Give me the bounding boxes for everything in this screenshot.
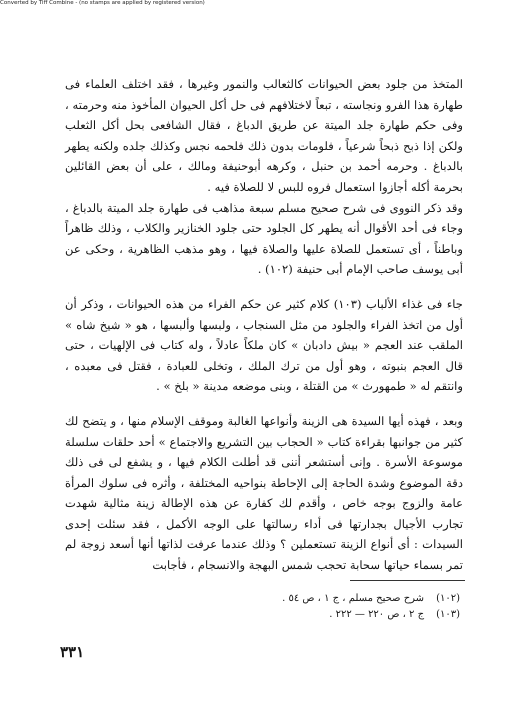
paragraph-fur-rulings: المتخذ من جلود بعض الحيوانات كالثعالب والنمور وغيرها ، فقد اختلف العلماء فى طهارة هذا الفرو ونجاسته ، تبعاً لاختلافهم فى حل أكل الحيوان المأخوذ منه وحرمته ، وفى حكم طهارة جلد الميتة عن طريق الدباغ ، فقال الشافعى بحل أكل الثعلب ولكن إذا ذبح ذبحاً شرعياً ، فلومات بدون ذلك فلحمه نجس وكذلك جلده ولكنه يطهر بالدباغ . وحرمه أحمد بن حنبل ، وكرهه أبوحنيفة ومالك ، على أن بعض القائلين بحرمة أكله أجازوا استعمال فروه للبس لا للصلاة فيه . bbox=[65, 77, 463, 194]
converter-notice: Converted by Tiff Combine - (no stamps are applied by registered version) bbox=[0, 0, 205, 6]
footnote-number: (١٠٣) bbox=[436, 609, 460, 620]
footnote-text: ج ٢ ، ص ٢٢٠ — ٢٢٢ . bbox=[329, 609, 425, 620]
page-number: ٣٣١ bbox=[60, 643, 85, 661]
paragraph-ghidha-albab: جاء فى غذاء الألباب (١٠٣) كلام كثير عن حكم الفراء من هذه الحيوانات ، وذكر أن أول من اتخذ الفراء والجلود من مثل السنجاب ، ولبسها وألبسها ، هو « شيخ شاه » الملقب عند العجم « بيش دادبان » كان ملكاً عادلاً ، وله كتاب فى الإلهيات ، حتى قال العجم بنبوته ، وهو أول من ترك الملك ، وتخلى للعبادة ، فقتل فى معبده ، وانتقم له « طمهورث » من القتلة ، وبنى موضعه مدينة « بلخ » . bbox=[65, 296, 463, 394]
footnote-number: (١٠٢) bbox=[436, 593, 460, 604]
paragraph-conclusion: وبعد ، فهذه أيها السيدة هى الزينة وأنواعها الغالبة وموقف الإسلام منها ، و يتضح لك كثير من جوانبها بقراءة كتاب « الحجاب بين التشريع والاجتماع » أحد حلقات سلسلة موسوعة الأسرة . وإنى أستشعر أننى قد أطلت الكلام فيها ، و يشفع لى فى ذلك دقة الموضوع وشدة الحاجة إلى الإحاطة بنواحيه المختلفة ، وأثره فى سلوك المرأة عامة والزوج بوجه خاص ، وأقدم لك كفارة عن هذه الإطالة زينة مثالية شهدت تجارب الأجيال بجدارتها فى أداء رسالتها على الوجه الأكمل ، فقد سئلت إحدى السيدات : أى أنواع الزينة تستعملين ؟ وذلك عندما عرفت لذاتها أنها أسعد زوجة لم تمر بسماء حياتها سحابة تحجب شمس البهجة والانسجام ، فأجابت bbox=[65, 413, 463, 573]
footnote-103 bbox=[185, 607, 460, 623]
footnotes bbox=[185, 591, 460, 623]
footnote-divider bbox=[350, 580, 465, 581]
footnote-text: شرح صحيح مسلم ، ج ١ ، ص ٥٤ . bbox=[282, 593, 425, 604]
footnote-102 bbox=[185, 591, 460, 607]
page-body bbox=[65, 74, 463, 576]
paragraph-nawawi-tanning: وقد ذكر النووى فى شرح صحيح مسلم سبعة مذاهب فى طهارة جلد الميتة بالدباغ ، وجاء فى أحد الأقوال أنه يطهر كل الجلود حتى جلود الخنازير والكلاب ، وذلك ظاهراً وباطناً ، أى تستعمل للصلاة عليها والصلاة فيها ، وهو مذهب الظاهرية ، وحكى عن أبى يوسف صاحب الإمام أبى حنيفة (١٠٢) . bbox=[65, 200, 463, 277]
